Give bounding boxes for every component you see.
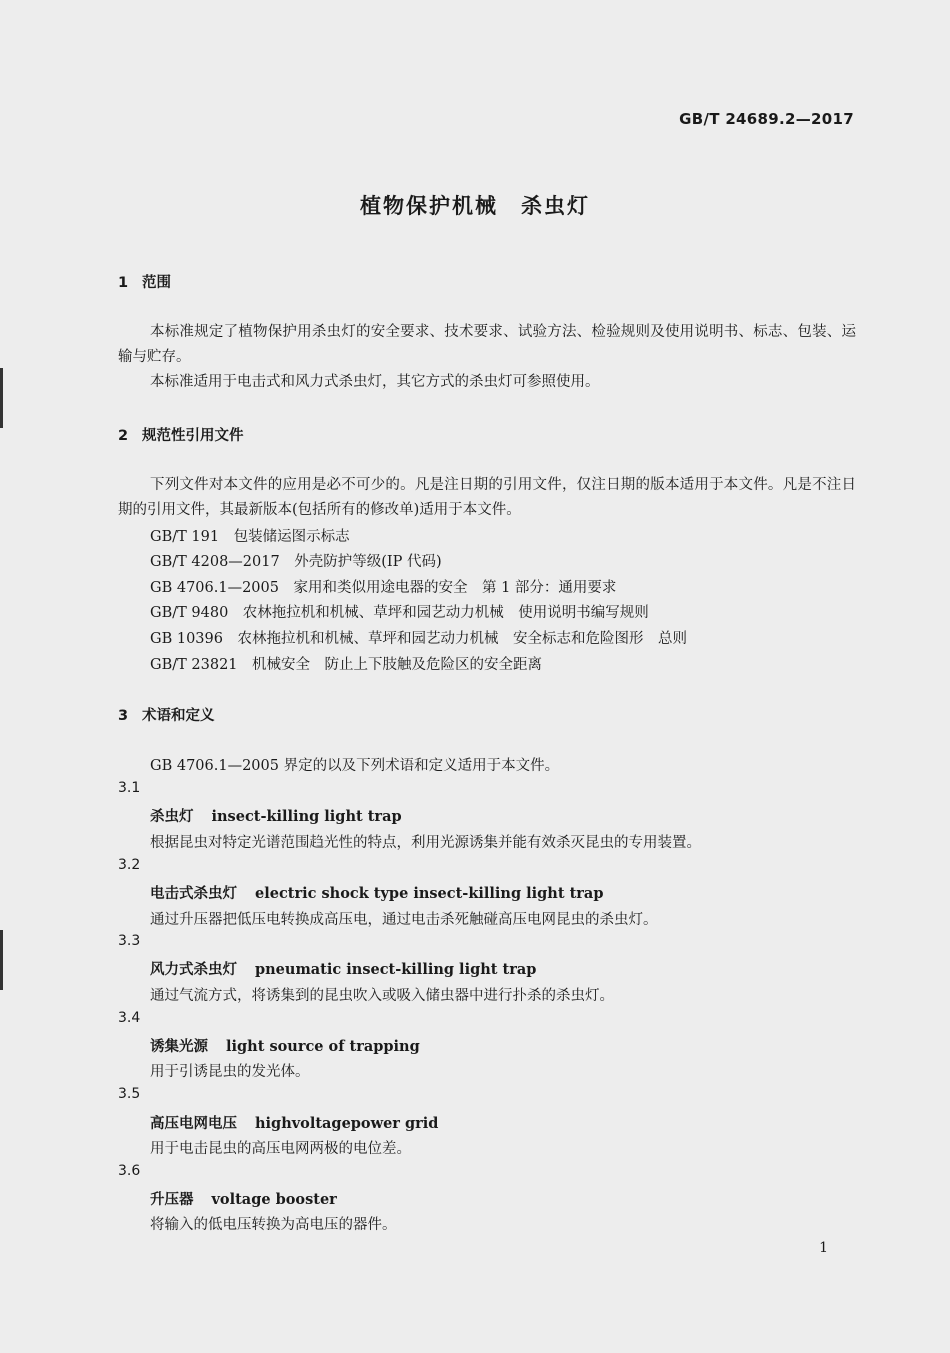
section-title: 范围 (142, 275, 171, 291)
scan-edge-mark (0, 930, 3, 990)
term-definition: 根据昆虫对特定光谱范围趋光性的特点，利用光源诱集并能有效杀灭昆虫的专用装置。 (150, 835, 701, 851)
section-title: 术语和定义 (142, 708, 215, 724)
term-en: voltage booster (211, 1191, 337, 1208)
term-en: pneumatic insect-killing light trap (255, 961, 537, 978)
page-number: 1 (819, 1240, 828, 1256)
scan-edge-mark (0, 368, 3, 428)
term-zh: 升压器 (150, 1191, 194, 1208)
references-intro: 下列文件对本文件的应用是必不可少的。凡是注日期的引用文件，仅注日期的版本适用于本文件。凡是不注日期的引用文件，其最新版本(包括所有的修改单)适用于本文件。 (118, 477, 856, 518)
clause-number: 3.2 (118, 857, 141, 873)
term-entry (150, 1188, 337, 1209)
term-en: insect-killing light trap (211, 808, 402, 825)
reference-item: GB/T 191 包装储运图示标志 (150, 529, 350, 545)
clause-number: 3.4 (118, 1010, 141, 1026)
scope-paragraph-2: 本标准适用于电击式和风力式杀虫灯，其它方式的杀虫灯可参照使用。 (150, 374, 600, 390)
section-title: 规范性引用文件 (142, 428, 244, 444)
section-heading-normative-references (118, 424, 244, 445)
term-zh: 风力式杀虫灯 (150, 961, 237, 978)
clause-number: 3.1 (118, 780, 141, 796)
term-zh: 电击式杀虫灯 (150, 885, 237, 902)
term-en: electric shock type insect-killing light trap (255, 885, 604, 902)
section-heading-scope (118, 271, 171, 292)
clause-number: 3.5 (118, 1086, 141, 1102)
term-definition: 通过升压器把低压电转换成高压电，通过电击杀死触碰高压电网昆虫的杀虫灯。 (150, 912, 658, 928)
term-entry (150, 1112, 438, 1133)
term-entry (150, 805, 402, 826)
term-en: light source of trapping (226, 1038, 420, 1055)
term-definition: 通过气流方式，将诱集到的昆虫吹入或吸入储虫器中进行扑杀的杀虫灯。 (150, 988, 614, 1004)
term-zh: 杀虫灯 (150, 808, 194, 825)
term-en: highvoltagepower grid (255, 1115, 439, 1132)
scope-paragraph-1: 本标准规定了植物保护用杀虫灯的安全要求、技术要求、试验方法、检验规则及使用说明书、标志、包装、运输与贮存。 (118, 324, 856, 365)
section-number: 3 (118, 708, 129, 724)
reference-item: GB/T 4208—2017 外壳防护等级(IP 代码) (150, 554, 442, 570)
term-entry (150, 882, 603, 903)
term-zh: 高压电网电压 (150, 1115, 237, 1132)
clause-number: 3.3 (118, 933, 141, 949)
terms-intro: GB 4706.1—2005 界定的以及下列术语和定义适用于本文件。 (150, 758, 560, 774)
term-definition: 将输入的低电压转换为高电压的器件。 (150, 1217, 397, 1233)
term-definition: 用于电击昆虫的高压电网两极的电位差。 (150, 1141, 411, 1157)
clause-number: 3.6 (118, 1163, 141, 1179)
reference-item: GB/T 9480 农林拖拉机和机械、草坪和园艺动力机械 使用说明书编写规则 (150, 605, 649, 621)
term-entry (150, 958, 536, 979)
reference-item: GB/T 23821 机械安全 防止上下肢触及危险区的安全距离 (150, 657, 543, 673)
document-title: 植物保护机械 杀虫灯 (360, 194, 590, 218)
reference-item: GB 10396 农林拖拉机和机械、草坪和园艺动力机械 安全标志和危险图形 总则 (150, 631, 687, 647)
term-entry (150, 1035, 420, 1056)
section-number: 2 (118, 428, 129, 444)
term-zh: 诱集光源 (150, 1038, 208, 1055)
term-definition: 用于引诱昆虫的发光体。 (150, 1064, 310, 1080)
standard-number: GB/T 24689.2—2017 (679, 110, 854, 128)
section-heading-terms (118, 704, 215, 725)
section-number: 1 (118, 275, 129, 291)
reference-item: GB 4706.1—2005 家用和类似用途电器的安全 第 1 部分：通用要求 (150, 580, 617, 596)
